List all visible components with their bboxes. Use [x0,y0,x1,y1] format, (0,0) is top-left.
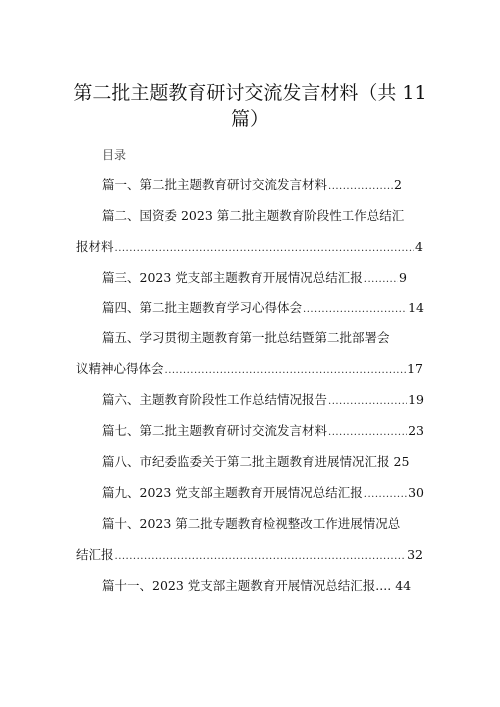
toc-entry[interactable] [102,328,422,348]
toc-entry-page: 9 [399,270,407,285]
toc-entry-page: 14 [408,300,424,315]
toc-leader [328,396,407,407]
toc-entry-page: 44 [395,578,412,593]
toc-entry-title: 篇七、第二批主题教育研讨交流发言材料 [102,423,328,438]
toc-leader [115,551,407,562]
toc-heading: 目录 [102,148,127,162]
toc-entry-title: 篇十、2023 第二批专题教育检视整改工作进展情况总 [102,516,401,531]
toc-entry-title: 议精神心得体会 [76,361,164,376]
toc-leader [364,489,407,500]
toc-leader [364,274,398,285]
toc-entry-continuation[interactable] [76,237,423,257]
toc-leader [328,181,393,192]
toc-leader [115,243,415,254]
toc-entry[interactable] [102,206,422,226]
toc-entry-title: 篇四、第二批主题教育学习心得体会 [102,300,303,315]
toc-entry-title: 篇五、学习贯彻主题教育第一批总结暨第二批部署会 [102,330,390,345]
toc-entry-title: 报材料 [76,239,114,254]
toc-entry-page: 32 [407,547,423,562]
toc-entry-title: 篇六、主题教育阶段性工作总结情况报告 [102,392,328,407]
toc-entry[interactable] [102,514,422,534]
toc-entry[interactable] [102,421,424,441]
toc-entry-page: 4 [415,239,423,254]
toc-entry-title: 篇十一、2023 党支部主题教育开展情况总结汇报.... [102,578,392,593]
toc-entry[interactable] [102,298,424,318]
toc-leader [165,365,407,376]
toc-entry-page: 2 [394,177,402,192]
toc-entry-title: 篇二、国资委 2023 第二批主题教育阶段性工作总结汇 [102,208,405,223]
toc-entry[interactable] [102,175,402,195]
toc-entry-page: 30 [408,485,424,500]
toc-entry-page: 23 [408,423,424,438]
toc-entry-page: 25 [393,454,410,469]
toc-leader [303,304,407,315]
toc-entry[interactable] [102,576,424,596]
toc-entry[interactable] [102,483,424,503]
toc-entry[interactable] [102,452,424,472]
document-title-line-1: 第二批主题教育研讨交流发言材料（共 11 [73,82,427,104]
toc-entry-page: 17 [407,361,423,376]
toc-entry-title: 篇一、第二批主题教育研讨交流发言材料 [102,177,328,192]
toc-entry[interactable] [102,268,407,288]
toc-entry-title: 篇八、市纪委监委关于第二批主题教育进展情况汇报 [102,454,390,469]
toc-entry-continuation[interactable] [76,545,423,565]
toc-entry[interactable] [102,390,424,410]
document-title-line-2: 篇） [230,108,269,130]
toc-entry-continuation[interactable] [76,359,423,379]
toc-entry-title: 结汇报 [76,547,114,562]
toc-leader [328,427,407,438]
toc-entry-title: 篇三、2023 党支部主题教育开展情况总结汇报 [102,270,363,285]
toc-entry-page: 19 [408,392,424,407]
toc-entry-title: 篇九、2023 党支部主题教育开展情况总结汇报 [102,485,363,500]
